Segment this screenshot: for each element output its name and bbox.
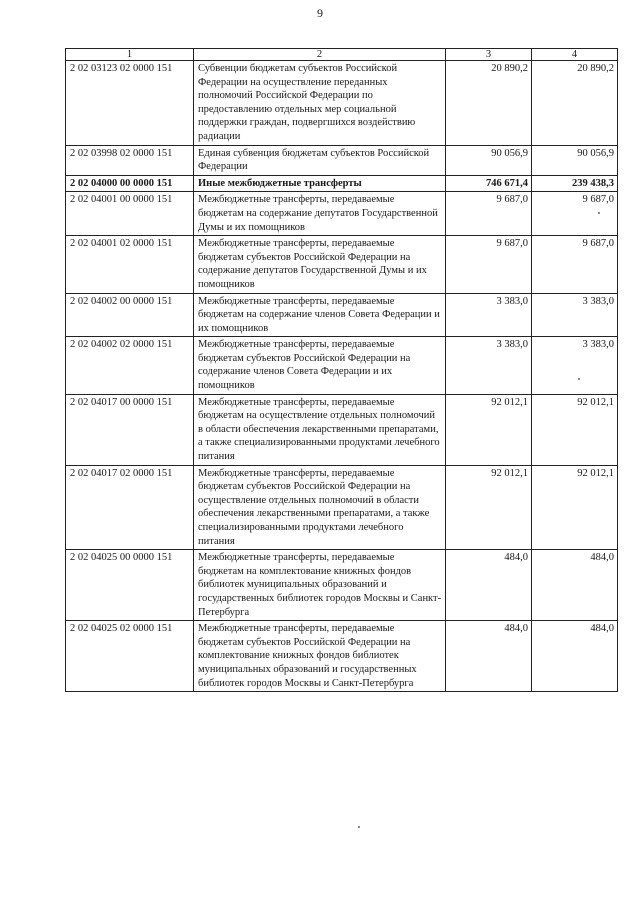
budget-code-cell: 2 02 04017 02 0000 151 [66, 465, 194, 550]
table-row [66, 550, 618, 621]
amount-col4-cell: 90 056,9 [532, 145, 618, 175]
table-row [66, 337, 618, 394]
table-row [66, 236, 618, 293]
amount-col3-cell: 9 687,0 [446, 236, 532, 293]
table-row [66, 293, 618, 337]
description-cell: Иные межбюджетные трансферты [194, 175, 446, 192]
budget-code-cell: 2 02 04001 02 0000 151 [66, 236, 194, 293]
amount-col4-cell: 3 383,0 [532, 337, 618, 394]
description-cell: Межбюджетные трансферты, передаваемые бюджетам субъектов Российской Федерации на содержание депутатов Государственной Думы и их помощников [194, 236, 446, 293]
budget-code-cell: 2 02 04025 00 0000 151 [66, 550, 194, 621]
amount-col4-cell: 484,0 [532, 621, 618, 692]
description-cell: Межбюджетные трансферты, передаваемые бюджетам на осуществление отдельных полномочий в области обеспечения лекарственными препаратами, а также специализированными продуктами лечебного питания [194, 394, 446, 465]
description-cell: Межбюджетные трансферты, передаваемые бюджетам на комплектование книжных фондов библиотек муниципальных образований и государственных библиотек городов Москвы и Санкт-Петербурга [194, 550, 446, 621]
amount-col4-cell: 9 687,0 [532, 236, 618, 293]
amount-col4-cell: 3 383,0 [532, 293, 618, 337]
budget-code-cell: 2 02 04000 00 0000 151 [66, 175, 194, 192]
table-header-row [66, 49, 618, 61]
budget-table [65, 48, 618, 692]
table-row [66, 145, 618, 175]
column-header-1: 1 [66, 49, 194, 61]
column-header-3: 3 [446, 49, 532, 61]
budget-code-cell: 2 02 04025 02 0000 151 [66, 621, 194, 692]
amount-col3-cell: 92 012,1 [446, 465, 532, 550]
amount-col3-cell: 90 056,9 [446, 145, 532, 175]
budget-code-cell: 2 02 04002 02 0000 151 [66, 337, 194, 394]
description-cell: Межбюджетные трансферты, передаваемые бюджетам на содержание членов Совета Федерации и их помощников [194, 293, 446, 337]
scan-speck [358, 826, 360, 828]
budget-code-cell: 2 02 04017 00 0000 151 [66, 394, 194, 465]
budget-code-cell: 2 02 04002 00 0000 151 [66, 293, 194, 337]
column-header-2: 2 [194, 49, 446, 61]
amount-col3-cell: 20 890,2 [446, 61, 532, 146]
budget-code-cell: 2 02 03123 02 0000 151 [66, 61, 194, 146]
table-row [66, 621, 618, 692]
page-number: 9 [317, 6, 323, 20]
description-cell: Межбюджетные трансферты, передаваемые бюджетам субъектов Российской Федерации на содержание членов Совета Федерации и их помощников [194, 337, 446, 394]
table-row [66, 61, 618, 146]
table-row [66, 192, 618, 236]
amount-col3-cell: 746 671,4 [446, 175, 532, 192]
scan-speck [598, 212, 600, 214]
amount-col4-cell: 92 012,1 [532, 394, 618, 465]
table-body [66, 61, 618, 692]
table-row [66, 465, 618, 550]
description-cell: Субвенции бюджетам субъектов Российской Федерации на осуществление переданных полномочий Российской Федерации по предоставлению отдельных мер социальной поддержки граждан, подвергшихся воздействию радиации [194, 61, 446, 146]
scan-speck [578, 378, 580, 380]
amount-col4-cell: 20 890,2 [532, 61, 618, 146]
description-cell: Межбюджетные трансферты, передаваемые бюджетам субъектов Российской Федерации на комплектование книжных фондов библиотек муниципальных образований и государственных библиотек городов Москвы и Санкт-Петербурга [194, 621, 446, 692]
description-cell: Межбюджетные трансферты, передаваемые бюджетам на содержание депутатов Государственной Думы и их помощников [194, 192, 446, 236]
table-row [66, 175, 618, 192]
amount-col4-cell: 9 687,0 [532, 192, 618, 236]
amount-col4-cell: 484,0 [532, 550, 618, 621]
amount-col3-cell: 484,0 [446, 621, 532, 692]
amount-col3-cell: 92 012,1 [446, 394, 532, 465]
description-cell: Межбюджетные трансферты, передаваемые бюджетам субъектов Российской Федерации на осуществление отдельных полномочий в области обеспечения лекарственными препаратами, а также специализированными продуктами лечебного питания [194, 465, 446, 550]
amount-col3-cell: 3 383,0 [446, 337, 532, 394]
amount-col3-cell: 3 383,0 [446, 293, 532, 337]
amount-col4-cell: 239 438,3 [532, 175, 618, 192]
amount-col3-cell: 484,0 [446, 550, 532, 621]
amount-col4-cell: 92 012,1 [532, 465, 618, 550]
budget-code-cell: 2 02 03998 02 0000 151 [66, 145, 194, 175]
amount-col3-cell: 9 687,0 [446, 192, 532, 236]
description-cell: Единая субвенция бюджетам субъектов Российской Федерации [194, 145, 446, 175]
table-row [66, 394, 618, 465]
column-header-4: 4 [532, 49, 618, 61]
budget-code-cell: 2 02 04001 00 0000 151 [66, 192, 194, 236]
